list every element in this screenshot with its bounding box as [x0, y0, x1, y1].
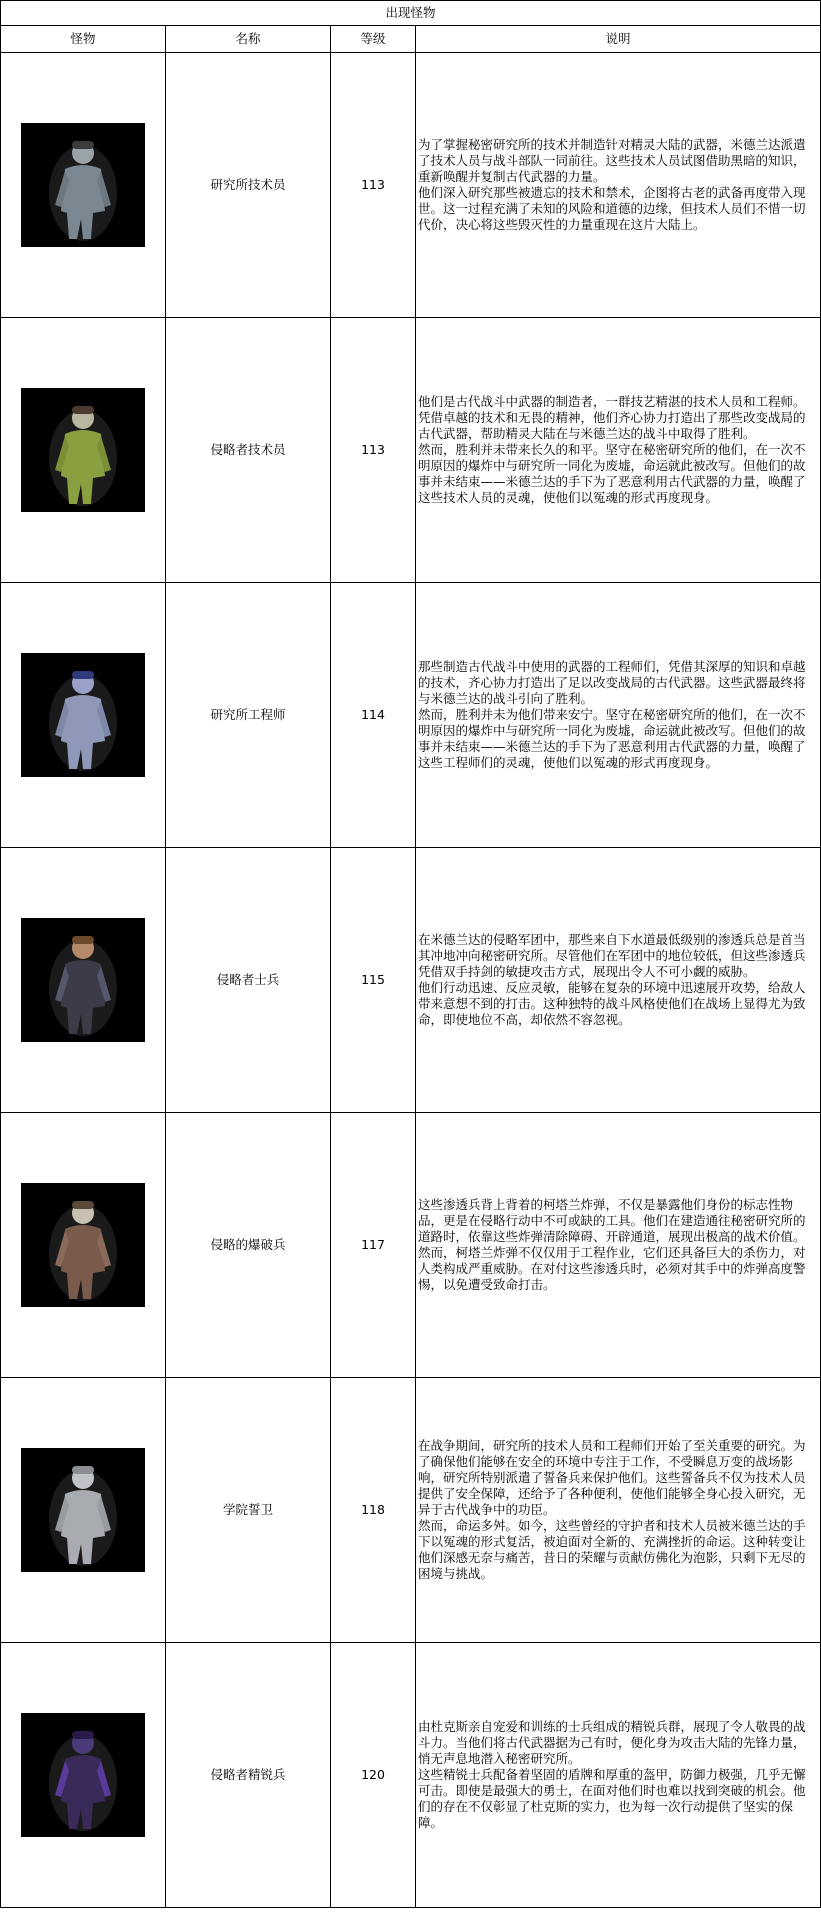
table-row [1, 53, 821, 318]
table-row [1, 848, 821, 1113]
table-row [1, 1643, 821, 1908]
monster-level: 118 [331, 1378, 416, 1643]
monster-cell [1, 53, 166, 318]
table-header-row [1, 26, 821, 53]
monster-description: 为了掌握秘密研究所的技术并制造针对精灵大陆的武器，米德兰达派遣了技术人员与战斗部队一同前往。这些技术人员试图借助黑暗的知识，重新唤醒并复制古代武器的力量。 他们深入研究那些被遗忘的技术和禁术，企图将古老的武备再度带入现世。这一过程充满了未知的风险和道德的边缘，但技术人员们不惜一切代价，决心将这些毁灭性的力量重现在这片大陆上。 [416, 53, 821, 318]
monster-description: 在战争期间，研究所的技术人员和工程师们开始了至关重要的研究。为了确保他们能够在安全的环境中专注于工作，不受瞬息万变的战场影响，研究所特别派遣了誓备兵来保护他们。这些誓备兵不仅为技术人员提供了安全保障，还给予了各种便利，使他们能够全身心投入研究，无异于古代战争中的功臣。 然而，命运多舛。如今，这些曾经的守护者和技术人员被米德兰达的手下以冤魂的形式复活，被迫面对全新的、充满挫折的命运。这种转变让他们深感无奈与痛苦，昔日的荣耀与贡献仿佛化为泡影，只剩下无尽的困境与挑战。 [416, 1378, 821, 1643]
monster-cell [1, 1113, 166, 1378]
table-row [1, 1378, 821, 1643]
monster-level: 115 [331, 848, 416, 1113]
monster-cell [1, 1378, 166, 1643]
monster-description: 那些制造古代战斗中使用的武器的工程师们，凭借其深厚的知识和卓越的技术，齐心协力打造出了足以改变战局的古代武器。这些武器最终将与米德兰达的战斗引向了胜利。 然而，胜利并未为他们带来安宁。坚守在秘密研究所的他们，在一次不明原因的爆炸中与研究所一同化为废墟，命运就此被改写。但他们的故事并未结束——米德兰达的手下为了恶意利用古代武器的力量，唤醒了这些工程师们的灵魂，使他们以冤魂的形式再度现身。 [416, 583, 821, 848]
monster-description: 由杜克斯亲自宠爱和训练的士兵组成的精锐兵群，展现了令人敬畏的战斗力。当他们将古代武器据为己有时，便化身为攻击大陆的先锋力量，悄无声息地潜入秘密研究所。 这些精锐士兵配备着坚固的盾牌和厚重的盔甲，防御力极强，几乎无懈可击。即使是最强大的勇士，在面对他们时也难以找到突破的机会。他们的存在不仅彰显了杜克斯的实力，也为每一次行动提供了坚实的保障。 [416, 1643, 821, 1908]
monster-cell [1, 318, 166, 583]
monster-level: 120 [331, 1643, 416, 1908]
monster-cell [1, 1643, 166, 1908]
monster-cell [1, 848, 166, 1113]
monster-level: 114 [331, 583, 416, 848]
monster-description: 他们是古代战斗中武器的制造者，一群技艺精湛的技术人员和工程师。凭借卓越的技术和无畏的精神，他们齐心协力打造出了那些改变战局的古代武器，帮助精灵大陆在与米德兰达的战斗中取得了胜利。 然而，胜利并未带来长久的和平。坚守在秘密研究所的他们，在一次不明原因的爆炸中与研究所一同化为废墟，命运就此被改写。但他们的故事并未结束——米德兰达的手下为了恶意利用古代武器的力量，唤醒了这些技术人员的灵魂，使他们以冤魂的形式再度现身。 [416, 318, 821, 583]
monster-name: 侵略者精锐兵 [166, 1643, 331, 1908]
monster-name: 侵略者技术员 [166, 318, 331, 583]
table-title: 出现怪物 [1, 1, 821, 26]
monster-name: 侵略者士兵 [166, 848, 331, 1113]
table-row [1, 318, 821, 583]
monster-name: 学院誓卫 [166, 1378, 331, 1643]
invader-elite-portrait-icon [21, 1713, 145, 1837]
monster-description: 这些渗透兵背上背着的柯塔兰炸弹，不仅是暴露他们身份的标志性物品，更是在侵略行动中不可或缺的工具。他们在建造通往秘密研究所的道路时，依靠这些炸弹清除障碍、开辟通道，展现出极高的战术价值。 然而，柯塔兰炸弹不仅仅用于工程作业，它们还具备巨大的杀伤力，对人类构成严重威胁。在对付这些渗透兵时，必须对其手中的炸弹高度警惕，以免遭受致命打击。 [416, 1113, 821, 1378]
monster-level: 113 [331, 53, 416, 318]
table-title-row [1, 1, 821, 26]
monster-level: 113 [331, 318, 416, 583]
monster-name: 侵略的爆破兵 [166, 1113, 331, 1378]
invader-demolisher-portrait-icon [21, 1183, 145, 1307]
monster-description: 在米德兰达的侵略军团中，那些来自下水道最低级别的渗透兵总是首当其冲地冲向秘密研究所。尽管他们在军团中的地位较低，但这些渗透兵凭借双手持剑的敏捷攻击方式，展现出令人不可小觑的威胁。 他们行动迅速、反应灵敏，能够在复杂的环境中迅速展开攻势，给敌人带来意想不到的打击。这种独特的战斗风格使他们在战场上显得尤为致命，即使地位不高，却依然不容忽视。 [416, 848, 821, 1113]
table-row [1, 1113, 821, 1378]
monster-level: 117 [331, 1113, 416, 1378]
monster-cell [1, 583, 166, 848]
header-desc: 说明 [416, 26, 821, 53]
header-level: 等级 [331, 26, 416, 53]
monster-name: 研究所工程师 [166, 583, 331, 848]
academy-guard-portrait-icon [21, 1448, 145, 1572]
table-row [1, 583, 821, 848]
invader-technician-portrait-icon [21, 388, 145, 512]
header-name: 名称 [166, 26, 331, 53]
researcher-portrait-icon [21, 123, 145, 247]
invader-soldier-portrait-icon [21, 918, 145, 1042]
monster-name: 研究所技术员 [166, 53, 331, 318]
header-monster: 怪物 [1, 26, 166, 53]
engineer-portrait-icon [21, 653, 145, 777]
